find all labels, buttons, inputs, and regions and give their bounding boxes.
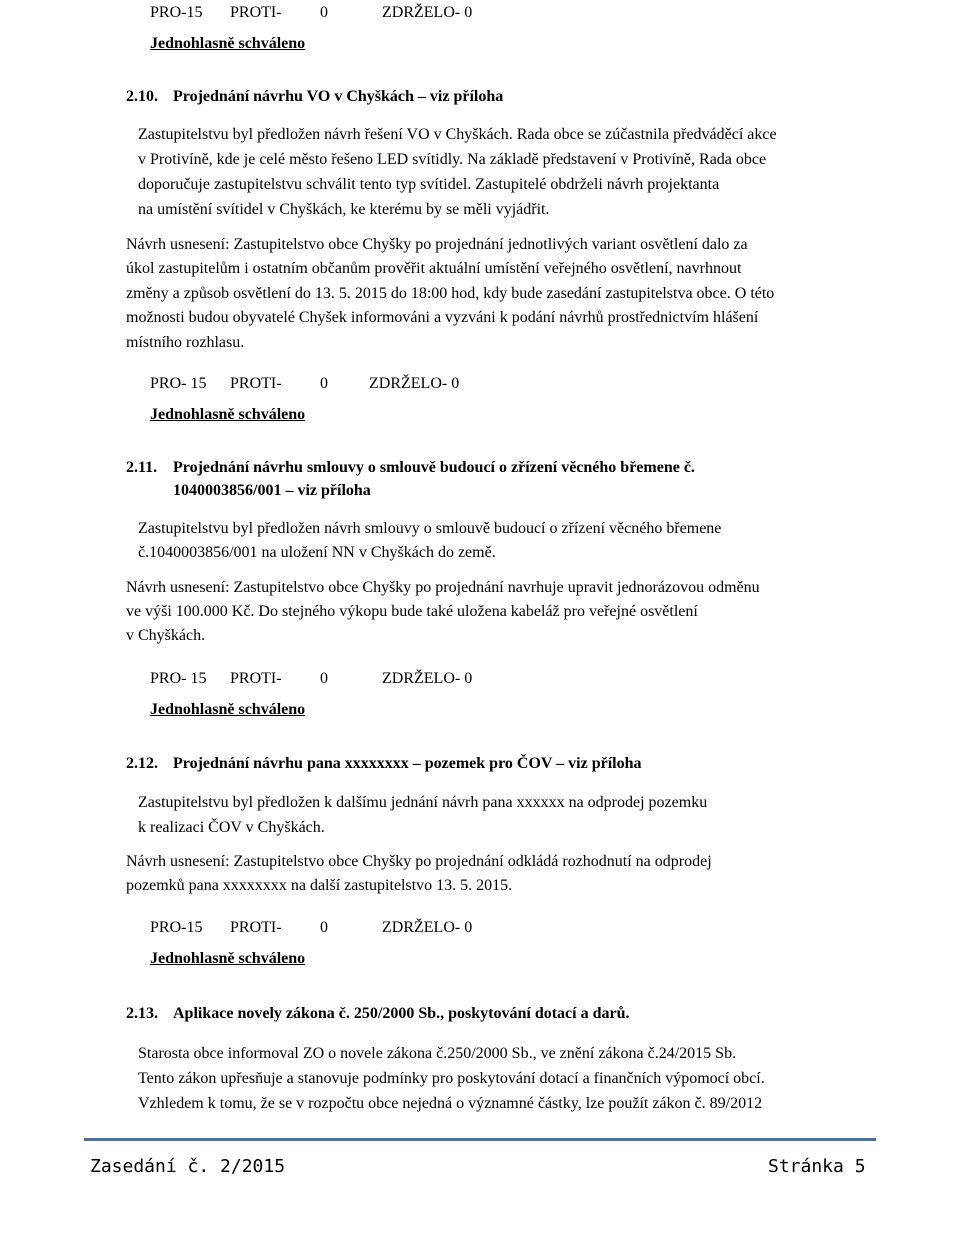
vote-pro: PRO- 15 [150,670,207,687]
vote-proti: PROTI- [230,670,282,687]
paragraph-line: Zastupitelstvu byl předložen k dalšímu jednání návrh pana xxxxxx na odprodej pozemku [138,794,708,811]
section-number: 2.10. [126,88,158,105]
section-title: Aplikace novely zákona č. 250/2000 Sb., poskytování dotací a darů. [173,1005,630,1022]
vote-proti-count: 0 [320,919,328,936]
section-number: 2.13. [126,1005,158,1022]
vote-result: Jednohlasně schváleno [150,35,306,52]
vote-result: Jednohlasně schváleno [150,701,306,718]
section-number: 2.11. [126,459,158,476]
paragraph-line: Tento zákon upřesňuje a stanovuje podmínky pro poskytování dotací a finančních výpomocí obcí. [138,1070,765,1087]
resolution-line: Návrh usnesení: Zastupitelstvo obce Chyšky po projednání odkládá rozhodnutí na odprodej [126,853,712,870]
resolution-line: změny a způsob osvětlení do 13. 5. 2015 do 18:00 hod, kdy bude zasedání zastupitelstva obce. O této [126,285,775,302]
resolution-line: ve výši 100.000 Kč. Do stejného výkopu bude také uložena kabeláž pro veřejné osvětlení [126,603,698,620]
vote-proti: PROTI- [230,919,282,936]
paragraph-line: č.1040003856/001 na uložení NN v Chyškách do země. [138,544,496,561]
paragraph-line: Zastupitelstvu byl předložen návrh řešení VO v Chyškách. Rada obce se zúčastnila předváděcí akce [138,126,777,143]
paragraph-line: Zastupitelstvu byl předložen návrh smlouvy o smlouvě budoucí o zřízení věcného břemene [138,520,722,537]
vote-proti-count: 0 [320,4,328,21]
paragraph-line: na umístění svítidel v Chyškách, ke kterému by se měli vyjádřit. [138,201,550,218]
vote-result: Jednohlasně schváleno [150,950,306,967]
vote-pro: PRO- 15 [150,375,207,392]
vote-proti-count: 0 [320,670,328,687]
vote-proti: PROTI- [230,375,282,392]
footer-rule [84,1138,876,1141]
section-number: 2.12. [126,755,158,772]
paragraph-line: doporučuje zastupitelstvu schválit tento typ svítidel. Zastupitelé obdrželi návrh projektanta [138,176,720,193]
section-title: Projednání návrhu VO v Chyškách – viz příloha [173,88,504,105]
resolution-line: úkol zastupitelům i ostatním občanům prověřit aktuální umístění veřejného osvětlení, navrhnout [126,260,742,277]
section-title-continued: 1040003856/001 – viz příloha [173,482,371,499]
paragraph-line: v Protivíně, kde je celé město řešeno LED svítidly. Na základě představení v Protivíně, Rada obce [138,151,767,168]
resolution-line: možnosti budou obyvatelé Chyšek informováni a vyzváni k podání návrhů prostřednictvím hlášení [126,309,759,326]
vote-zdrzelo: ZDRŽELO- 0 [382,4,473,21]
vote-proti: PROTI- [230,4,282,21]
vote-zdrzelo: ZDRŽELO- 0 [369,375,460,392]
resolution-line: v Chyškách. [126,627,206,644]
resolution-line: Návrh usnesení: Zastupitelstvo obce Chyšky po projednání jednotlivých variant osvětlení dalo za [126,236,748,253]
section-title: Projednání návrhu smlouvy o smlouvě budoucí o zřízení věcného břemene č. [173,459,695,476]
vote-proti-count: 0 [320,375,328,392]
vote-pro: PRO-15 [150,4,203,21]
resolution-line: místního rozhlasu. [126,334,245,351]
section-title: Projednání návrhu pana xxxxxxxx – pozemek pro ČOV – viz příloha [173,755,642,772]
vote-pro: PRO-15 [150,919,203,936]
paragraph-line: Starosta obce informoval ZO o novele zákona č.250/2000 Sb., ve znění zákona č.24/2015 Sb. [138,1045,737,1062]
vote-result: Jednohlasně schváleno [150,406,306,423]
vote-zdrzelo: ZDRŽELO- 0 [382,670,473,687]
paragraph-line: Vzhledem k tomu, že se v rozpočtu obce nejedná o významné částky, lze použít zákon č. 89/2012 [138,1095,763,1112]
resolution-line: Návrh usnesení: Zastupitelstvo obce Chyšky po projednání navrhuje upravit jednorázovou odměnu [126,579,760,596]
footer-meeting: Zasedání č. 2/2015 [90,1156,286,1177]
vote-zdrzelo: ZDRŽELO- 0 [382,919,473,936]
resolution-line: pozemků pana xxxxxxxx na další zastupitelstvo 13. 5. 2015. [126,877,513,894]
footer-page-number: Stránka 5 [768,1156,866,1177]
paragraph-line: k realizaci ČOV v Chyškách. [138,819,325,836]
